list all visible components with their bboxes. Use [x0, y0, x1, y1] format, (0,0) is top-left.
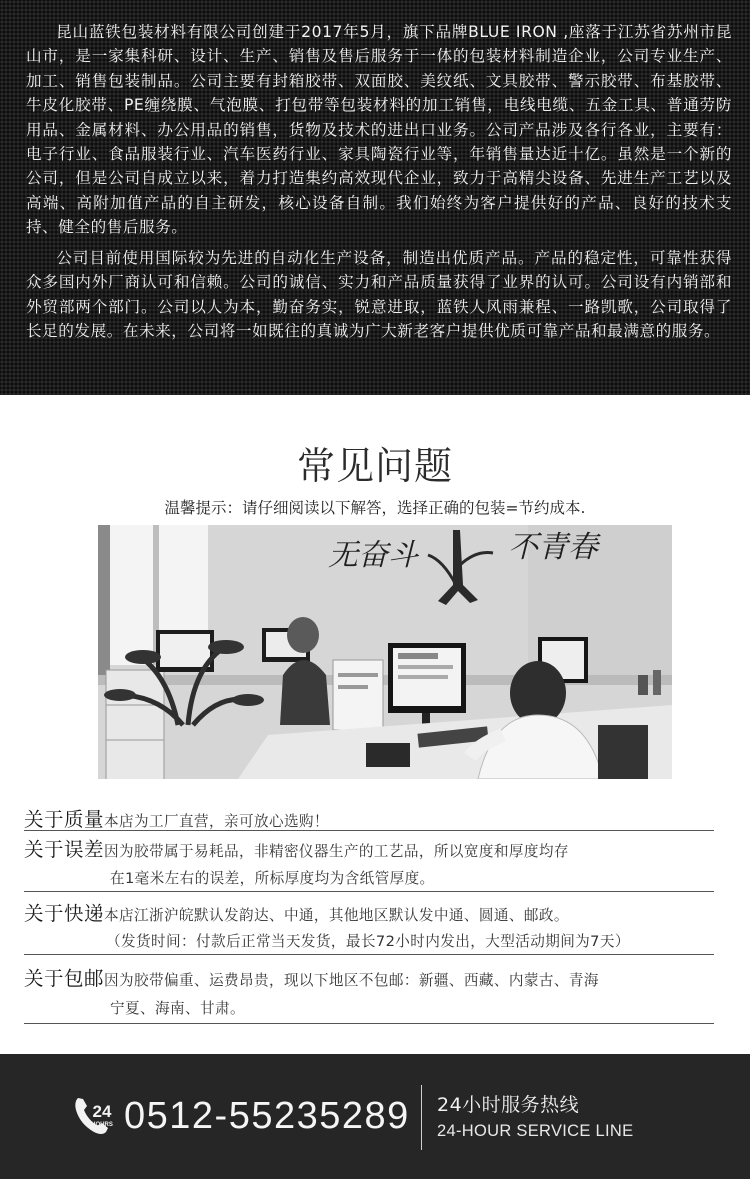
- intro-paragraph-2: [26, 246, 732, 344]
- faq-question: 关于误差: [24, 838, 105, 861]
- office-photo: [98, 525, 672, 779]
- faq-item-free-shipping: [24, 955, 714, 1024]
- faq-line: [24, 804, 329, 832]
- faq-tip: 温馨提示：请仔细阅读以下解答，选择正确的包装=节约成本.: [164, 499, 586, 517]
- icon-24-number: 24: [92, 1102, 112, 1121]
- faq-answer-continued: 在1毫米左右的误差，所标厚度均为含纸管厚度。: [110, 870, 435, 887]
- faq-item-tolerance: [24, 831, 714, 892]
- faq-answer-continued: 宁夏、海南、甘肃。: [110, 1000, 245, 1017]
- company-intro: [0, 0, 750, 395]
- hotline-divider: [421, 1085, 422, 1150]
- faq-answer: 因为胶带属于易耗品，非精密仪器生产的工艺品，所以宽度和厚度均存: [104, 843, 569, 860]
- intro-paragraph-2-text: 公司目前使用国际较为先进的自动化生产设备，制造出优质产品。产品的稳定性，可靠性获得众多国内外厂商认可和信赖。公司的诚信、实力和产品质量获得了业界的认可。公司设有内销部和外贸部两个部门。公司以人为本，勤奋务实，锐意进取，蓝铁人风雨兼程、一路凯歌，公司取得了长足的发展。在未来，公司将一如既往的真诚为广大新老客户提供优质可靠产品和最满意的服务。: [26, 249, 732, 341]
- hotline-label-cn: 24小时服务热线: [437, 1094, 580, 1116]
- intro-paragraph-1: [26, 20, 732, 240]
- icon-hours-label: HOURS: [91, 1122, 113, 1128]
- faq-line: [24, 834, 569, 862]
- faq-line: [24, 963, 599, 991]
- faq-item-quality: [24, 800, 714, 831]
- faq-item-shipping: [24, 892, 714, 955]
- hotline-label-en: 24-HOUR SERVICE LINE: [437, 1122, 634, 1140]
- 24-hour-phone-icon: [72, 1090, 118, 1136]
- faq-question: 关于包邮: [24, 967, 105, 990]
- faq-answer-continued: （发货时间：付款后正常当天发货，最长72小时内发出，大型活动期间为7天）: [106, 933, 630, 950]
- wall-text-left: 无奋斗: [328, 538, 418, 573]
- faq-answer: 因为胶带偏重、运费昂贵，现以下地区不包邮：新疆、西藏、内蒙古、青海: [104, 972, 599, 989]
- faq-question: 关于快递: [24, 902, 105, 925]
- faq-answer: 本店江浙沪皖默认发韵达、中通，其他地区默认发中通、圆通、邮政。: [104, 907, 569, 924]
- faq-question: 关于质量: [24, 808, 105, 831]
- wall-text-right: 不青春: [508, 530, 598, 565]
- faq-answer: 本店为工厂直营，亲可放心选购！: [104, 813, 329, 830]
- intro-paragraph-1-text: 昆山蓝铁包装材料有限公司创建于2017年5月，旗下品牌BLUE IRON ,座落于江苏省苏州市昆山市，是一家集科研、设计、生产、销售及售后服务于一体的包装材料制造企业，公司专业生产、加工、销售包装制品。公司主要有封箱胶带、双面胶、美纹纸、文具胶带、警示胶带、布基胶带、牛皮化胶带、PE缠绕膜、气泡膜、打包带等包装材料的加工销售，电线电缆、五金工具、普通劳防用品、金属材料、办公用品的销售，货物及技术的进出口业务。公司产品涉及各行各业，主要有：电子行业、食品服装行业、汽车医药行业、家具陶瓷行业等，年销售量达近十亿。虽然是一个新的公司，但是公司自成立以来，着力打造集约高效现代企业，致力于高精尖设备、先进生产工艺以及高端、高附加值产品的自主研发，核心设备自制。我们始终为客户提供好的产品、良好的技术支持、健全的售后服务。: [26, 23, 732, 237]
- faq-line: [24, 898, 569, 926]
- faq-title: 常见问题: [296, 444, 453, 488]
- hotline-phone-number[interactable]: 0512-55235289: [124, 1095, 410, 1137]
